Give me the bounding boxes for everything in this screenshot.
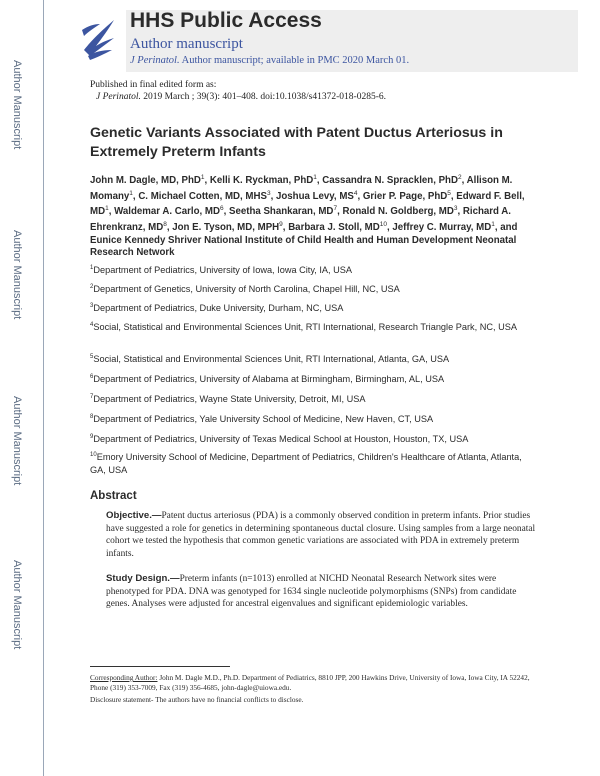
header-title: HHS Public Access [130, 9, 322, 32]
author-affiliation-marker: 1 [200, 174, 205, 181]
author-name: Kelli K. Ryckman, PhD [209, 175, 314, 187]
author-list-tail: and Eunice Kennedy Shriver National Institute of Child Health and Human Development Neonatal Research Network [90, 222, 518, 258]
author-affiliation-marker: 1 [491, 220, 495, 228]
published-line: Published in final edited form as: [90, 80, 217, 90]
abstract-objective: Objective.—Patent ductus arteriosus (PDA) is a commonly observed condition in preterm infants. Prior studies have suggested a role for genetics in determining spontaneous ductal closure. Using samples from a large neonatal cohort we tested the hypothesis that common genetic variations are associated with PDA in extremely preterm infants. [106, 510, 536, 559]
author-affiliation-marker: 1 [105, 205, 109, 213]
header-journal-line: J Perinatol. Author manuscript; available in PMC 2020 March 01. [130, 55, 410, 66]
affiliation-10: $^{10}$Emory University School of Medicine, Department of Pediatrics, Children's Healthcare of Atlanta, Atlanta, GA, USA [90, 452, 522, 475]
author-name: Jon E. Tyson, MD, MPH [172, 222, 280, 234]
affiliation-1: $^1$Department of Pediatrics, University of Iowa, Iowa City, IA, USA [90, 265, 353, 276]
footnote-rule [90, 666, 230, 667]
author-affiliation-marker: 3 [266, 189, 271, 197]
sidebar-label-2: Author Manuscript [11, 230, 23, 320]
author-name: Jeffrey C. Murray, MD [392, 222, 492, 234]
hhs-header [78, 10, 578, 76]
author-affiliation-marker: 1 [313, 174, 317, 181]
author-name: Allison M. Momany [90, 175, 513, 202]
author-affiliation-marker: 6 [219, 205, 224, 213]
affiliation-9: $^9$Department of Pediatrics, University of Texas Medical School at Houston, Houston, TX, USA [90, 434, 469, 445]
author-name: Edward F. Bell, MD [90, 190, 525, 218]
affiliation-4: $^4$Social, Statistical and Environmental Sciences Unit, RTI International, Research Triangle Park, NC, USA [90, 322, 518, 333]
author-affiliation-marker: 9 [279, 220, 283, 228]
affiliation-8: $^8$Department of Pediatrics, Yale University School of Medicine, New Haven, CT, USA [90, 414, 434, 425]
author-affiliation-marker: 2 [457, 174, 462, 181]
article-title: Genetic Variants Associated with Patent Ductus Arteriosus in Extremely Preterm Infants [90, 125, 503, 160]
publication-info [90, 79, 386, 103]
author-affiliation-marker: 7 [333, 205, 338, 213]
hhs-eagle-logo-icon [78, 10, 120, 66]
author-name: Joshua Levy, MS [275, 190, 354, 202]
affiliation-6: $^6$Department of Pediatrics, University of Alabama at Birmingham, Birmingham, AL, USA [90, 374, 445, 385]
author-affiliation-marker: 8 [163, 220, 167, 228]
author-name: Cassandra N. Spracklen, PhD [322, 175, 458, 187]
author-name: Seetha Shankaran, MD [228, 206, 334, 218]
sidebar-label-3: Author Manuscript [11, 396, 23, 486]
sidebar-label-4: Author Manuscript [11, 560, 23, 650]
author-affiliation-marker: 10 [379, 220, 387, 228]
author-affiliation-marker: 1 [129, 189, 133, 197]
affiliation-5: $^5$Social, Statistical and Environmental Sciences Unit, RTI International, Atlanta, GA, USA [90, 354, 450, 365]
author-affiliation-marker: 5 [447, 189, 451, 197]
affiliation-7: $^7$Department of Pediatrics, Wayne State University, Detroit, MI, USA [90, 394, 366, 405]
author-name: C. Michael Cotten, MD, MHS [138, 190, 267, 202]
author-name: Barbara J. Stoll, MD [288, 222, 380, 234]
disclosure-footnote: Disclosure statement- The authors have no financial conflicts to disclose. [90, 695, 304, 704]
header-subtitle: Author manuscript [130, 36, 243, 52]
citation-line: J Perinatol. 2019 March ; 39(3): 401–408. doi:10.1038/s41372-018-0285-6. [96, 92, 386, 102]
author-affiliation-marker: 4 [353, 189, 358, 197]
author-name: Ronald N. Goldberg, MD [342, 206, 454, 218]
author-list: John M. Dagle, MD, PhD$^1$, Kelli K. Ryckman, PhD$^1$, Cassandra N. Spracklen, PhD$^2$, Allison M. Momany$^1$, C. Michael Cotten, MD, MHS$^3$, Joshua Levy, $MS^4$, Grier P. Page, PhD$^5$, Edward F. Bell, $MD^1$, Waldemar A. Carlo, $MD^6$, Seetha Shankaran, $MD^7$, Ronald N. Goldberg, $MD^3$, Richard A. Ehrenkranz, $MD^8$, Jon E. Tyson, MD, MPH$^9$, Barbara J. Stoll, MD$^{10}$, Jeffrey C. Murray, $MD^1$, and Eunice Kennedy Shriver National Institute of Child Health and Human Development Neonatal Research Network [90, 174, 525, 258]
affiliation-3: $^3$Department of Pediatrics, Duke University, Durham, NC, USA [90, 303, 344, 314]
author-affiliation-marker: 3 [453, 205, 458, 213]
abstract-study-design: Study Design.—Preterm infants (n=1013) enrolled at NICHD Neonatal Research Network sites were phenotyped for PDA. DNA was genotyped for 1634 single nucleotide polymorphisms (SNPs) from candidate genes. Analyses were adjusted for ancestral eigenvalues and significant epidemiologic variables. [106, 573, 517, 610]
author-name: Richard A. Ehrenkranz, MD [90, 206, 511, 234]
sidebar-label-1: Author Manuscript [11, 60, 23, 150]
affiliation-2: $^2$Department of Genetics, University of North Carolina, Chapel Hill, NC, USA [90, 284, 400, 295]
author-name: John M. Dagle, MD, PhD [90, 175, 201, 187]
author-name: Waldemar A. Carlo, MD [114, 206, 220, 218]
corresponding-author-footnote: Corresponding Author: John M. Dagle M.D., Ph.D. Department of Pediatrics, 8810 JPP, 200 Hawkins Drive, University of Iowa, Iowa City, IA 52242, Phone (319) 353-7009, Fax (319) 356-4685, john-dagle@uiowa.edu. [90, 673, 530, 692]
sidebar-rule [43, 0, 44, 776]
abstract-heading: Abstract [90, 490, 137, 502]
author-name: Grier P. Page, PhD [362, 190, 448, 202]
